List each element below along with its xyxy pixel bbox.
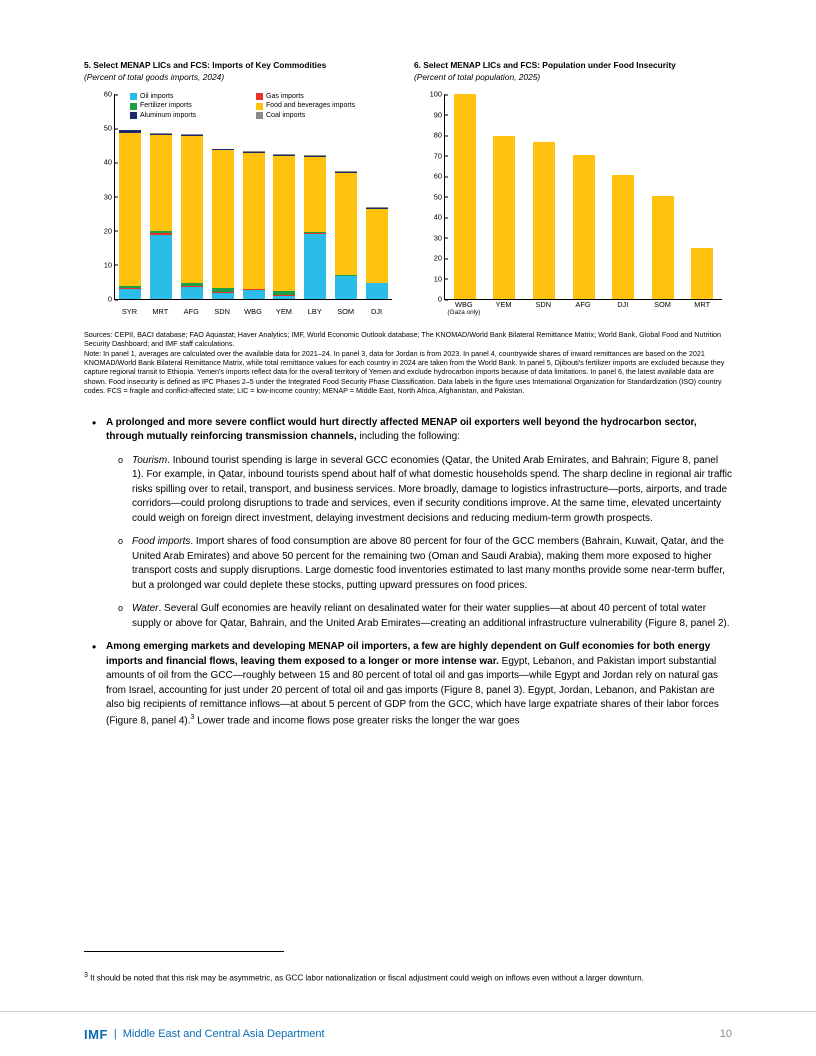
panel-6-bar	[652, 196, 674, 299]
panel-6-bar-column	[445, 94, 485, 299]
panel-5-legend-label: Coal imports	[266, 111, 306, 119]
panel-5-legend-item	[130, 92, 256, 101]
legend-swatch-icon	[256, 93, 263, 100]
sub-bullet-tourism	[132, 454, 732, 527]
panel-5-y-tick: 0	[108, 295, 115, 304]
panel-5-x-label: DJI	[371, 306, 383, 316]
panel-6-x-label: WBG (Gaza only)	[444, 301, 484, 316]
panel-6-y-tick: 50	[434, 192, 445, 201]
panel-5-title: 5. Select MENAP LICs and FCS: Imports of Key Commodities	[84, 60, 327, 70]
panel-5-legend-label: Aluminum imports	[140, 111, 197, 119]
bullet-2-rest: Egypt, Lebanon, and Pakistan import substantial amounts of oil from the GCC—roughly between 15 and 80 percent of total oil and gas imports—while Egypt and Jordan rely on natural gas from Israel, accounting for just under 20 percent of total oil and gas imports (Figure 8, panel 3). Egypt, Jordan, Lebanon, and Pakistan are also big recipients of remittance inflows—at about 5 percent of GDP from the GCC, which have large expatriate shares of their labor forces (Figure 8, panel 4).	[106, 655, 719, 726]
panel-6-bar-column	[682, 94, 722, 299]
panel-5-bar-column	[330, 94, 361, 299]
panel-6-bar-column	[564, 94, 604, 299]
panel-5-bar-segment	[243, 290, 265, 299]
panel-6-bar-column	[524, 94, 564, 299]
legend-swatch-icon	[256, 112, 263, 119]
footer-department: Middle East and Central Asia Department	[122, 1028, 325, 1040]
figure-notes	[84, 330, 732, 396]
panel-6-bar	[493, 136, 515, 299]
panel-6-bar	[612, 175, 634, 299]
panel-5-legend-label: Fertilizer imports	[140, 102, 192, 110]
footnote-ref-3[interactable]: 3	[190, 713, 195, 721]
panel-5-bar-segment	[212, 150, 234, 288]
footnote-mark: 3	[84, 971, 88, 979]
panel-5-bar-segment	[366, 209, 388, 283]
panel-5-stacked-bar	[273, 154, 295, 299]
panel-5-bar-column	[207, 94, 238, 299]
panel-5-x-label: LBY	[307, 306, 322, 316]
panel-5-bar-segment	[304, 234, 326, 299]
panel-6-x-label: DJI	[617, 299, 629, 309]
panel-5-bar-segment	[119, 133, 141, 286]
legend-swatch-icon	[130, 103, 137, 110]
panel-5-legend-item	[256, 92, 382, 101]
bullet-1-lead: A prolonged and more severe conflict would hurt directly affected MENAP oil exporters well beyond the hydrocarbon sector, through mutually reinforcing transmission channels,	[106, 416, 697, 443]
panel-5-legend-item	[130, 111, 256, 120]
imf-logo-text: IMF	[84, 1026, 108, 1042]
panel-5-bar-column	[177, 94, 208, 299]
body-text	[84, 416, 732, 729]
panel-5-bar-segment	[243, 153, 265, 289]
panel-5-y-tick: 60	[104, 90, 115, 99]
figure-panels	[84, 60, 732, 326]
footnote-text: It should be noted that this risk may be asymmetric, as GCC labor nationalization or fiscal adjustment could weigh on inflows even without a larger downturn.	[87, 973, 644, 983]
panel-6-x-sublabel: (Gaza only)	[447, 308, 481, 316]
panel-5-legend-item	[256, 101, 382, 110]
panel-5-bar-segment	[366, 283, 388, 299]
bullet-item-2	[106, 640, 732, 728]
panel-5-legend-item	[256, 111, 382, 120]
panel-5-legend-item	[130, 101, 256, 110]
figure-sources: Sources: CEPII, BACI database; FAO Aquastat; Haver Analytics; IMF, World Economic Outlook database; The KNOMAD/World Bank Bilateral Remittance Matrix; World Bank, Global Food and Nutrition Security Dashboard; and IMF staff calculations.	[84, 330, 722, 349]
sub-bullet-food-imports	[132, 535, 732, 593]
panel-6-x-label: YEM	[495, 299, 512, 309]
panel-5-stacked-bar	[366, 207, 388, 299]
bullet-2-lead: Among emerging markets and developing MENAP oil importers, a few are highly dependent on Gulf economies for both energy imports and financial flows, leaving them exposed to a longer or more intense war.	[106, 641, 711, 667]
panel-5-x-label: YEM	[275, 306, 292, 316]
panel-5-stacked-bar	[119, 130, 141, 299]
panel-6-title: 6. Select MENAP LICs and FCS: Population under Food Insecurity	[414, 60, 676, 70]
panel-5-bar-column	[361, 94, 392, 299]
panel-5-stacked-bar	[150, 133, 172, 299]
panel-5-x-label: SOM	[337, 306, 355, 316]
panel-6-x-label: AFG	[575, 299, 591, 309]
panel-6-y-tick: 100	[430, 90, 445, 99]
legend-swatch-icon	[130, 93, 137, 100]
panel-5-legend-label: Oil imports	[140, 93, 174, 100]
panel-5-bar-segment	[181, 136, 203, 283]
panel-5-plot-area	[103, 89, 392, 304]
panel-5-x-label: WBG	[244, 306, 262, 316]
panel-5-stacked-bar	[304, 155, 326, 299]
figure-note: Note: In panel 1, averages are calculated over the available data for 2021–24. In panel 3, data for Jordan is from 2023. In panel 4, countrywide shares of inward remittances are based on the 2021 KNOMAD/World Bank Bilateral Remittance Matrix, while total remittance values for each country in 2024 are taken from the World Bank. In panel 5, Djibouti's fertilizer imports are excluded because they capture regional transit to Ethiopia. Yemen's imports reflect data for the overall territory of Yemen and exclude hydrocarbon imports because of data limitations. In panel 6, the latest available data are shown. Food insecurity is defined as IPC Phases 2–5 under the Integrated Food Security Phase Classification. Data labels in the figure uses International Organization for Standardization (ISO) country codes. FCS = fragile and conflict-affected state; LIC = low-income country; MENAP = Middle East, North Africa, Afghanistan, and Pakistan.	[84, 348, 725, 396]
panel-6-y-tick: 0	[438, 295, 445, 304]
panel-6-bar	[691, 248, 713, 300]
panel-5-legend	[130, 92, 382, 120]
panel-6-y-tick: 70	[434, 151, 445, 160]
page-number: 10	[719, 1028, 732, 1040]
panel-5-bar-column	[269, 94, 300, 299]
legend-swatch-icon	[130, 112, 137, 119]
panel-5-bar-column	[146, 94, 177, 299]
sub-bullet-tourism-text: . Inbound tourist spending is large in several GCC economies (Qatar, the United Arab Emirates, and Bahrain; Figure 8, panel 1). For example, in Qatar, inbound tourists spend about half of what domestic households spend. The sharp decline in regional air traffic risks spilling over to retail, transport, and business services. More broadly, damage to logistics infrastructure—ports, airports, and trade corridors—could prolong disruptions to trade and services, even if security conditions improve. At the same time, elevated uncertainty could weigh on foreign direct investment, delaying investment decisions and reducing medium-term growth prospects.	[132, 454, 732, 524]
panel-5-x-label: AFG	[183, 306, 199, 316]
footnote-3	[84, 966, 732, 984]
panel-6-y-tick: 40	[434, 213, 445, 222]
panel-5-bar-column	[115, 94, 146, 299]
panel-5-bar-segment	[150, 235, 172, 299]
panel-6-x-label: SOM	[654, 299, 671, 309]
panel-5-bar-column	[300, 94, 331, 299]
panel-6	[414, 60, 726, 326]
panel-5-bar-segment	[150, 135, 172, 231]
panel-5-x-label: MRT	[152, 306, 169, 316]
panel-5-y-tick: 10	[104, 260, 115, 269]
panel-5-legend-label: Gas imports	[266, 93, 304, 100]
panel-5-stacked-bar	[335, 171, 357, 299]
panel-5-bar-segment	[273, 296, 295, 299]
bullet-1-rest: including the following:	[356, 431, 460, 443]
panel-5-bar-segment	[212, 293, 234, 299]
panel-5-stacked-bar	[212, 149, 234, 299]
panel-5-bar-column	[238, 94, 269, 299]
panel-6-x-label: SDN	[535, 299, 552, 309]
panel-5-y-tick: 20	[104, 226, 115, 235]
panel-5-bar-segment	[304, 157, 326, 232]
bullet-2-tail: Lower trade and income flows pose greater risks the longer the war goes	[194, 714, 520, 726]
sub-bullet-water	[132, 602, 732, 631]
panel-5	[84, 60, 396, 326]
sub-bullet-tourism-title: Tourism	[132, 454, 168, 466]
page-footer	[0, 1011, 816, 1056]
panel-6-bar	[573, 155, 595, 299]
panel-5-y-tick: 50	[104, 124, 115, 133]
panel-5-y-tick: 40	[104, 158, 115, 167]
panel-5-bar-segment	[119, 289, 141, 299]
panel-6-subtitle: (Percent of total population, 2025)	[414, 71, 541, 82]
panel-6-y-tick: 90	[434, 110, 445, 119]
footnote-divider	[84, 951, 284, 952]
panel-6-x-label: MRT	[694, 299, 711, 309]
sub-bullet-food-title: Food imports	[132, 536, 191, 548]
sub-bullet-food-text: . Import shares of food consumption are above 80 percent for four of the GCC members (Bahrain, Kuwait, Qatar, and the United Arab Emirates) and above 50 percent for the remaining two (Oman and Saudi Arabia), making them more exposed to higher transport costs and supply disruptions. Large domestic food inventories estimated to last many months provide some near-term buffer, but a prolonged war could deplete these stocks, putting upward pressures on food prices.	[132, 536, 725, 591]
panel-6-y-tick: 20	[434, 254, 445, 263]
footer-separator: |	[113, 1028, 117, 1040]
panel-6-y-tick: 80	[434, 131, 445, 140]
panel-5-stacked-bar	[181, 134, 203, 299]
panel-5-chart	[84, 86, 396, 326]
panel-5-legend-label: Food and beverages imports	[266, 102, 356, 110]
legend-swatch-icon	[256, 103, 263, 110]
panel-6-bar	[533, 142, 555, 299]
panel-5-bar-segment	[335, 173, 357, 275]
panel-5-y-tick: 30	[104, 192, 115, 201]
sub-bullet-water-title: Water	[132, 603, 159, 615]
panel-5-bar-segment	[335, 276, 357, 299]
panel-6-y-tick: 60	[434, 172, 445, 181]
panel-6-chart	[414, 86, 726, 326]
bullet-item-1	[106, 416, 732, 632]
panel-5-x-label: SYR	[121, 306, 138, 316]
panel-6-bar-column	[485, 94, 525, 299]
panel-6-bar	[454, 94, 476, 299]
panel-6-bar-column	[643, 94, 683, 299]
panel-6-y-tick: 10	[434, 274, 445, 283]
panel-5-bar-segment	[273, 156, 295, 291]
panel-5-subtitle: (Percent of total goods imports, 2024)	[84, 71, 225, 82]
sub-bullet-water-text: . Several Gulf economies are heavily reliant on desalinated water for their water supplies—at about 40 percent of total water supply or above for Qatar, Bahrain, and the United Arab Emirates—creating an additional infrastructure vulnerability (Figure 8, panel 2).	[132, 603, 730, 629]
panel-5-stacked-bar	[243, 151, 265, 299]
panel-5-bar-segment	[181, 287, 203, 299]
panel-6-bar-column	[603, 94, 643, 299]
panel-6-y-tick: 30	[434, 233, 445, 242]
panel-5-x-label: SDN	[214, 306, 230, 316]
